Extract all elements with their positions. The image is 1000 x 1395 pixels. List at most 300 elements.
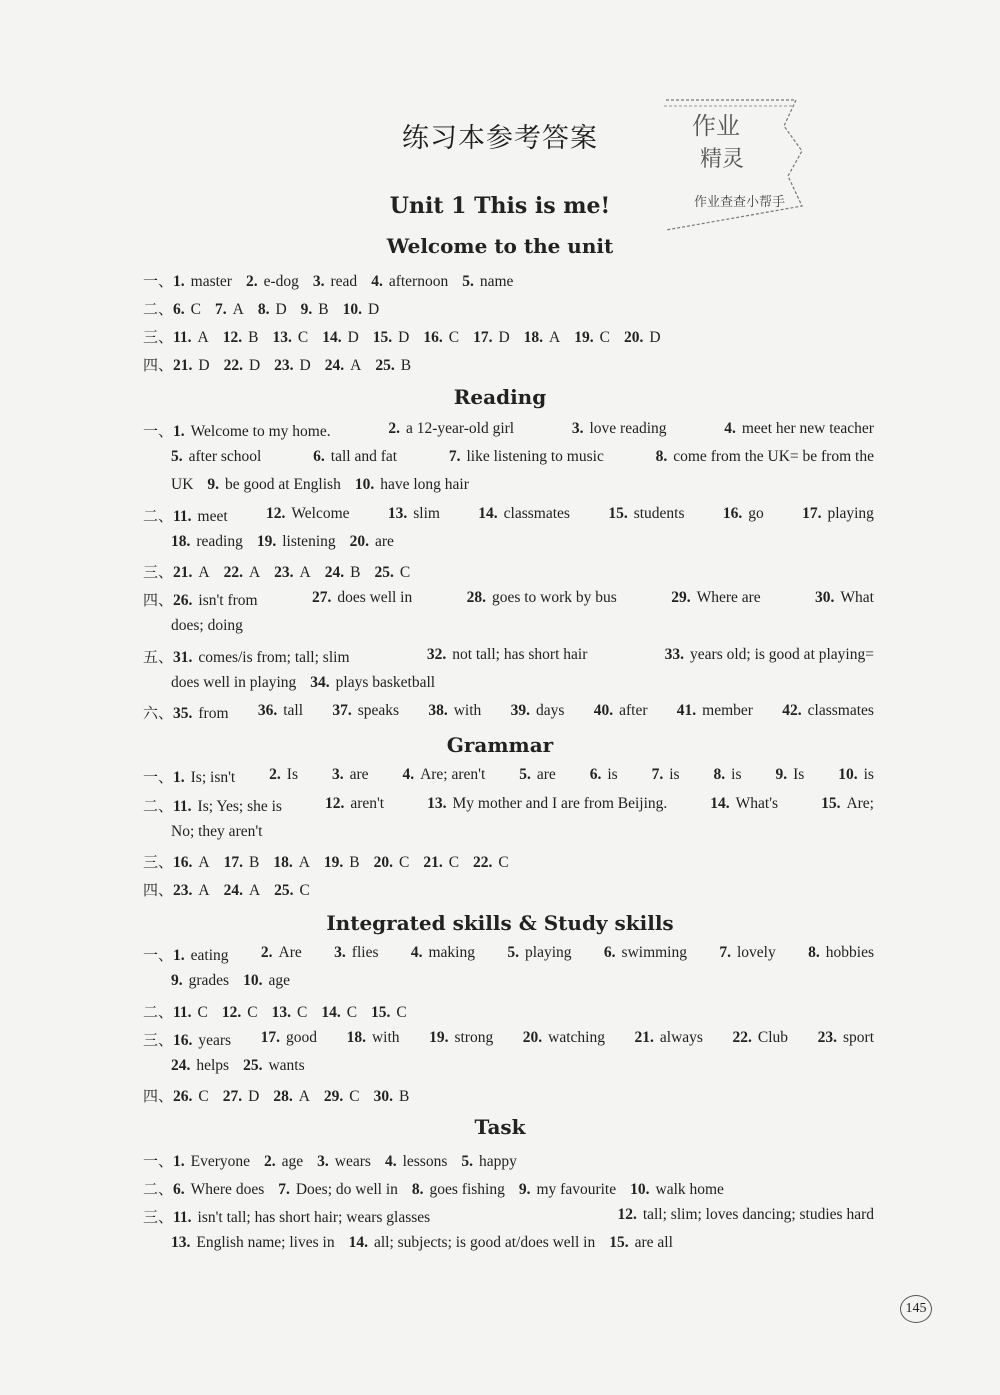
question-number: 18. <box>346 1029 366 1046</box>
question-number: 9. <box>300 301 313 318</box>
question-number: 14. <box>321 1004 341 1021</box>
question-number: 15. <box>371 1004 391 1021</box>
question-number: 18. <box>273 854 293 871</box>
answer-text: grades <box>188 972 230 989</box>
question-number: 2. <box>260 944 273 961</box>
answer-text: member <box>702 702 753 719</box>
answer-item <box>467 589 617 610</box>
answer-text: age <box>281 1153 304 1170</box>
answer-text: go <box>748 505 764 522</box>
answer-text: all; subjects; is good at/does well in <box>373 1234 596 1251</box>
answer-text: sport <box>843 1029 874 1046</box>
answer-item <box>310 674 435 691</box>
answer-line <box>143 561 888 582</box>
answer-item <box>412 1181 505 1198</box>
answer-line <box>143 1150 888 1171</box>
answer-line <box>171 1234 888 1252</box>
unit-title: Unit 1 This is me! <box>389 193 611 219</box>
answer-text: A <box>350 357 362 374</box>
section-marker: 一、 <box>143 1152 174 1170</box>
answer-item <box>171 1057 229 1074</box>
answer-text: is <box>669 766 680 783</box>
section-marker: 三、 <box>143 1031 174 1049</box>
answer-item <box>171 533 243 550</box>
answer-line <box>171 533 888 551</box>
stamp-text-3: 作业查查小帮手 <box>694 195 786 210</box>
answer-text: Where are <box>696 589 761 606</box>
answer-item <box>374 1088 410 1105</box>
question-number: 9. <box>775 766 788 783</box>
answer-text: after <box>619 702 648 719</box>
answer-text: e-dog <box>263 273 299 290</box>
answer-item <box>374 854 410 871</box>
answer-text: love reading <box>589 420 667 437</box>
answer-text: D <box>248 357 261 374</box>
answer-text: No; they aren't <box>171 823 263 840</box>
question-number: 7. <box>448 448 461 465</box>
question-number: 19. <box>323 854 344 871</box>
answer-item <box>143 273 232 290</box>
question-number: 21. <box>634 1029 654 1046</box>
section-title-integrated-skills: Integrated skills & Study skills <box>326 911 674 935</box>
question-number: 6. <box>173 301 185 318</box>
answer-text: tall and fat <box>330 448 398 465</box>
answer-text: are <box>349 766 369 783</box>
question-number: 2. <box>269 766 281 783</box>
answer-text: B <box>398 1088 410 1105</box>
section-marker: 三、 <box>143 1208 174 1226</box>
question-number: 1. <box>173 769 185 786</box>
answer-text: C <box>498 854 509 871</box>
question-number: 21. <box>173 564 193 581</box>
answer-item <box>171 448 261 466</box>
section-title-task: Task <box>474 1115 526 1139</box>
question-number: 3. <box>334 944 346 961</box>
answer-item <box>171 823 262 840</box>
answer-text: listening <box>282 533 336 550</box>
question-number: 12. <box>324 795 345 812</box>
answer-item <box>301 301 329 318</box>
answer-item <box>511 702 565 723</box>
answer-item <box>143 766 235 787</box>
question-number: 23. <box>274 357 294 374</box>
answer-item <box>604 944 687 965</box>
question-number: 23. <box>274 564 294 581</box>
answer-item <box>574 329 610 346</box>
question-number: 38. <box>428 702 448 719</box>
question-number: 6. <box>603 944 616 961</box>
answer-item <box>652 766 680 787</box>
answer-text: Are; aren't <box>420 766 486 783</box>
question-number: 19. <box>429 1029 449 1046</box>
answer-text: classmates <box>503 505 570 522</box>
question-number: 27. <box>222 1088 243 1105</box>
answer-text: A <box>299 564 311 581</box>
question-number: 35. <box>173 705 193 722</box>
answer-text: isn't tall; has short hair; wears glasses <box>197 1209 431 1226</box>
answer-text: from <box>198 705 229 722</box>
section-marker: 二、 <box>143 797 174 815</box>
answer-item <box>243 1057 305 1074</box>
answer-item <box>523 1029 605 1050</box>
answer-text: playing <box>827 505 874 522</box>
question-number: 19. <box>574 329 594 346</box>
question-number: 11. <box>173 1209 192 1226</box>
section-title-welcome: Welcome to the unit <box>386 234 614 258</box>
answer-text: walk home <box>655 1181 724 1198</box>
answer-text: is <box>731 766 742 783</box>
answer-text: are <box>536 766 556 783</box>
question-number: 5. <box>171 448 183 465</box>
section-marker: 一、 <box>143 946 174 964</box>
answer-text: A <box>549 329 561 346</box>
page-title: 练习本参考答案 <box>402 123 598 154</box>
answer-item <box>617 1206 874 1227</box>
question-number: 17. <box>223 854 243 871</box>
question-number: 10. <box>630 1181 650 1198</box>
question-number: 4. <box>384 1153 397 1170</box>
answer-text: flies <box>351 944 379 961</box>
answer-text: Are; <box>846 795 874 812</box>
question-number: 2. <box>245 273 258 290</box>
answer-item <box>373 329 410 346</box>
answer-item <box>143 702 229 723</box>
answer-text: are all <box>634 1234 673 1251</box>
answer-item <box>143 1206 430 1227</box>
question-number: 8. <box>257 301 270 318</box>
question-number: 26. <box>173 592 193 609</box>
answer-item <box>243 972 290 989</box>
answer-text: students <box>633 505 685 522</box>
answer-text: D <box>649 329 661 346</box>
question-number: 6. <box>313 448 325 465</box>
question-number: 41. <box>676 702 697 719</box>
answer-item <box>473 854 509 871</box>
question-number: 25. <box>243 1057 263 1074</box>
answer-item <box>324 1088 360 1105</box>
answer-item <box>355 476 469 493</box>
answer-text: D <box>498 329 510 346</box>
answer-text: read <box>330 273 358 290</box>
answer-item <box>507 944 571 965</box>
answer-text: A <box>232 301 244 318</box>
answer-text: years <box>198 1032 232 1049</box>
answer-text: is <box>607 766 618 783</box>
answer-text: does well in <box>337 589 413 606</box>
answer-item <box>224 882 261 899</box>
question-number: 24. <box>223 882 243 899</box>
answer-item <box>273 854 310 871</box>
question-number: 18. <box>171 533 191 550</box>
answer-text: swimming <box>621 944 687 961</box>
question-number: 8. <box>411 1181 424 1198</box>
answer-item <box>656 448 874 466</box>
question-number: 7. <box>651 766 664 783</box>
answer-item <box>224 854 260 871</box>
question-number: 23. <box>817 1029 837 1046</box>
answer-item <box>325 564 361 581</box>
answer-text: UK <box>171 476 194 493</box>
answer-item <box>224 564 261 581</box>
answer-text: A <box>198 882 210 899</box>
answer-item <box>143 1181 264 1198</box>
answer-text: hobbies <box>825 944 874 961</box>
answer-item <box>143 944 229 965</box>
answer-item <box>266 505 350 526</box>
answer-item <box>317 1153 371 1170</box>
answer-item <box>143 420 331 441</box>
question-number: 25. <box>274 882 294 899</box>
section-marker: 二、 <box>143 1180 174 1198</box>
answer-line <box>171 972 888 990</box>
question-number: 22. <box>223 564 243 581</box>
answer-line <box>143 766 888 787</box>
question-number: 8. <box>655 448 668 465</box>
answer-item <box>677 702 753 723</box>
answer-text: tall <box>283 702 304 719</box>
question-number: 10. <box>354 476 375 493</box>
section-marker: 六、 <box>143 704 174 722</box>
answer-item <box>215 301 244 318</box>
answer-text: afternoon <box>388 273 449 290</box>
stamp-text-1: 作业 <box>692 112 740 140</box>
answer-item <box>473 329 510 346</box>
answer-item <box>594 702 648 723</box>
question-number: 4. <box>724 420 736 437</box>
answer-text: C <box>448 854 460 871</box>
answer-text: eating <box>190 947 229 964</box>
question-number: 14. <box>322 329 342 346</box>
question-number: 4. <box>410 944 423 961</box>
answer-text: with <box>371 1029 400 1046</box>
question-number: 21. <box>423 854 443 871</box>
answer-line <box>171 1057 888 1075</box>
answer-text: C <box>190 301 201 318</box>
answer-text: reading <box>196 533 243 550</box>
answer-text: What <box>840 589 874 606</box>
section-marker: 二、 <box>143 300 174 318</box>
question-number: 22. <box>732 1029 752 1046</box>
answer-item <box>723 505 764 526</box>
section-marker: 一、 <box>143 422 174 440</box>
answer-text: days <box>535 702 565 719</box>
question-number: 25. <box>374 564 394 581</box>
answer-item <box>313 273 357 290</box>
answer-item <box>428 702 481 723</box>
question-number: 13. <box>427 795 447 812</box>
answer-text: D <box>367 301 380 318</box>
answer-item <box>635 1029 703 1050</box>
question-number: 17. <box>473 329 493 346</box>
answer-text: isn't from <box>198 592 258 609</box>
question-number: 8. <box>713 766 726 783</box>
answer-text: A <box>248 564 261 581</box>
answer-text: D <box>275 301 287 318</box>
answer-text: Are <box>278 944 302 961</box>
question-number: 3. <box>312 273 325 290</box>
answer-item <box>258 301 287 318</box>
section-marker: 四、 <box>143 881 174 899</box>
answer-text: My mother and I are from Beijing. <box>452 795 668 812</box>
answer-item <box>590 766 618 787</box>
answer-line <box>143 270 888 291</box>
answer-item <box>143 882 210 899</box>
question-number: 15. <box>372 329 393 346</box>
answer-item <box>347 1029 400 1050</box>
answer-item <box>374 564 410 581</box>
answer-item <box>429 1029 493 1050</box>
question-number: 1. <box>173 273 185 290</box>
answer-item <box>143 795 282 816</box>
answer-item <box>524 329 561 346</box>
answer-text: Welcome to my home. <box>190 423 331 440</box>
answer-item <box>710 795 778 816</box>
answer-text: like listening to music <box>466 448 604 465</box>
answer-item <box>818 1029 874 1050</box>
answer-text: A <box>248 882 261 899</box>
answer-text: C <box>349 1088 360 1105</box>
answer-item <box>375 357 411 374</box>
question-number: 16. <box>423 329 443 346</box>
question-number: 2. <box>388 420 400 437</box>
answer-item <box>782 702 874 723</box>
answer-text: Is; isn't <box>190 769 236 786</box>
question-number: 28. <box>466 589 486 606</box>
answer-text: a 12-year-old girl <box>405 420 515 437</box>
answer-item <box>143 357 210 374</box>
answer-text: C <box>247 1004 258 1021</box>
question-number: 9. <box>207 476 220 493</box>
answer-line <box>143 1001 888 1022</box>
answer-item <box>223 329 259 346</box>
question-number: 17. <box>802 505 822 522</box>
question-number: 21. <box>173 357 193 374</box>
answer-item <box>724 420 874 441</box>
question-number: 1. <box>173 423 185 440</box>
answer-item <box>274 882 310 899</box>
question-number: 16. <box>173 854 193 871</box>
question-number: 12. <box>221 1004 242 1021</box>
answer-item <box>171 476 193 493</box>
section-marker: 二、 <box>143 507 174 525</box>
answer-text: lessons <box>402 1153 448 1170</box>
answer-text: Welcome <box>291 505 350 522</box>
answer-text: C <box>396 1004 407 1021</box>
answer-item <box>246 273 299 290</box>
answer-item <box>274 357 311 374</box>
answer-text: A <box>197 329 209 346</box>
section-title-grammar: Grammar <box>446 733 554 757</box>
question-number: 26. <box>173 1088 193 1105</box>
question-number: 14. <box>478 505 498 522</box>
question-number: 29. <box>323 1088 344 1105</box>
answer-text: D <box>398 329 410 346</box>
question-number: 24. <box>324 357 345 374</box>
answer-item <box>349 1234 596 1251</box>
answer-item <box>332 702 399 723</box>
answer-item <box>261 944 302 965</box>
question-number: 4. <box>371 273 383 290</box>
answer-line <box>143 702 888 723</box>
answer-item <box>630 1181 724 1198</box>
answer-text: not tall; has short hair <box>452 646 588 663</box>
answer-text: B <box>350 564 361 581</box>
answer-text: meet <box>197 508 228 525</box>
question-number: 13. <box>171 1234 191 1251</box>
answer-line <box>143 646 888 667</box>
answer-item <box>350 533 394 550</box>
question-number: 34. <box>310 674 330 691</box>
answer-item <box>143 301 201 318</box>
answer-line <box>143 354 888 375</box>
answer-item <box>274 564 311 581</box>
question-number: 12. <box>617 1206 637 1223</box>
answer-item <box>733 1029 789 1050</box>
answer-item <box>143 564 210 581</box>
question-number: 6. <box>173 1181 185 1198</box>
answer-item <box>815 589 874 610</box>
question-number: 12. <box>266 505 286 522</box>
answer-text: comes/is from; tall; slim <box>198 649 350 666</box>
answer-text: come from the UK= be from the <box>673 448 874 465</box>
answer-line <box>171 476 888 494</box>
question-number: 31. <box>173 649 193 666</box>
answer-item <box>821 795 874 816</box>
answer-item <box>371 273 448 290</box>
answer-item <box>257 533 336 550</box>
question-number: 1. <box>173 1153 185 1170</box>
answer-text: name <box>479 273 514 290</box>
answer-text: A <box>298 854 310 871</box>
answer-text: years old; is good at playing= <box>690 646 874 663</box>
question-number: 10. <box>838 766 858 783</box>
answer-line <box>143 795 888 816</box>
question-number: 24. <box>171 1057 191 1074</box>
answer-text: wears <box>334 1153 371 1170</box>
question-number: 2. <box>264 1153 276 1170</box>
answer-line <box>143 298 888 319</box>
question-number: 37. <box>332 702 352 719</box>
answer-line <box>171 448 888 466</box>
answer-text: B <box>318 301 329 318</box>
answer-item <box>143 1088 209 1105</box>
answer-line <box>171 674 888 692</box>
answer-text: B <box>248 329 259 346</box>
answer-text: B <box>248 854 260 871</box>
answer-line <box>143 851 888 872</box>
answer-text: A <box>198 854 210 871</box>
answer-text: meet her new teacher <box>741 420 874 437</box>
section-marker: 三、 <box>143 563 174 581</box>
answer-item <box>312 589 412 610</box>
answer-text: wants <box>268 1057 305 1074</box>
question-number: 4. <box>402 766 415 783</box>
question-number: 7. <box>278 1181 290 1198</box>
answer-item <box>222 1004 258 1021</box>
page-number: 145 <box>900 1295 932 1323</box>
answer-item <box>143 1029 231 1050</box>
answer-item <box>207 476 340 493</box>
answer-text: with <box>453 702 482 719</box>
answer-text: C <box>297 329 309 346</box>
answer-item <box>143 854 210 871</box>
answer-text: Is <box>793 766 805 783</box>
answer-item <box>519 1181 616 1198</box>
question-number: 22. <box>223 357 243 374</box>
answer-text: C <box>346 1004 358 1021</box>
answer-text: C <box>399 564 411 581</box>
answer-text: What's <box>735 795 779 812</box>
